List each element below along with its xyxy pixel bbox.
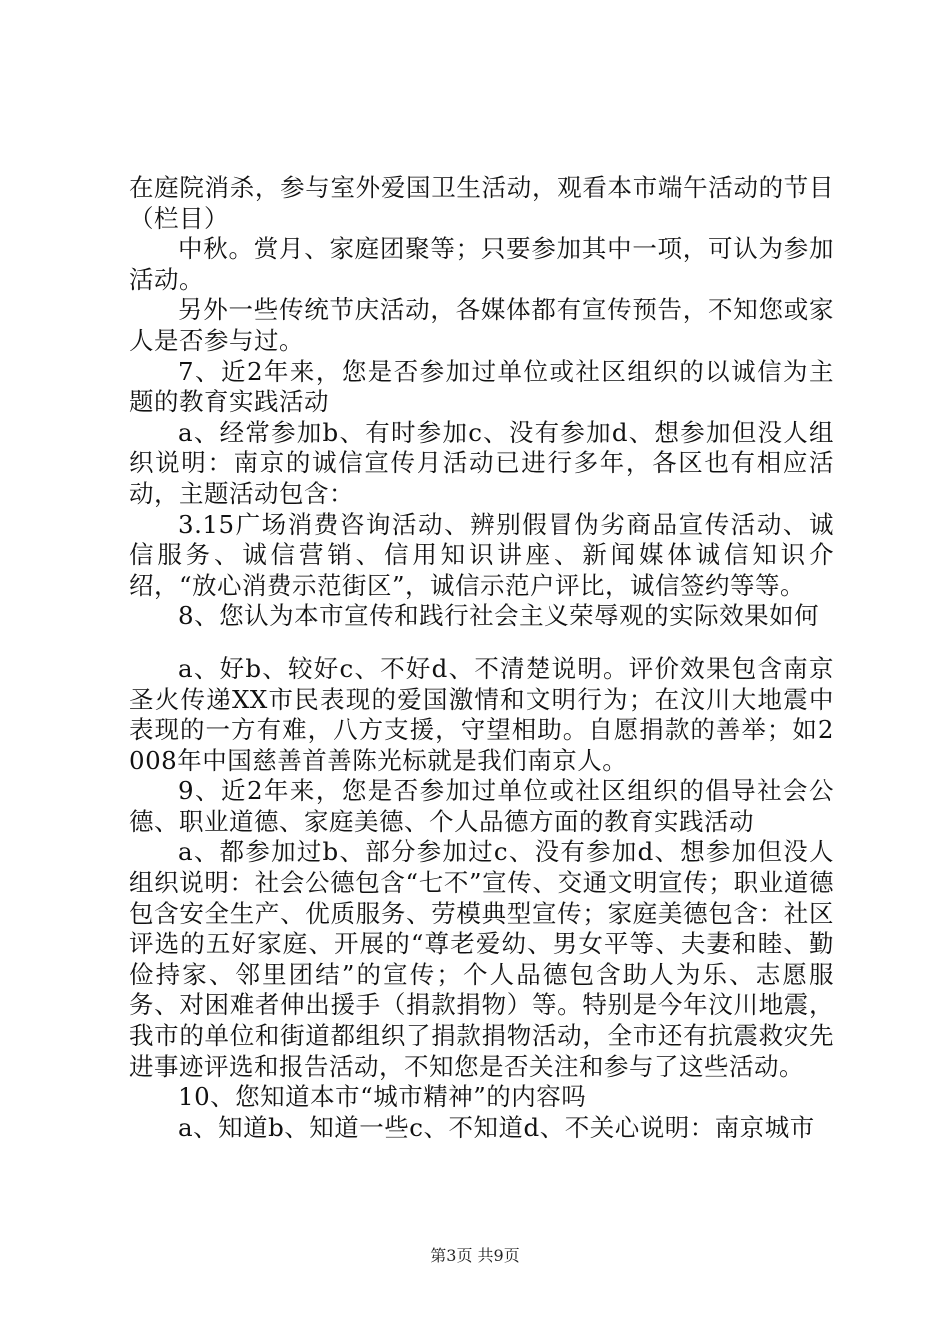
- paragraph-mid-autumn: 中秋。赏月、家庭团聚等；只要参加其中一项，可认为参加活动。: [129, 234, 834, 294]
- question-10: 10、您知道本市“城市精神”的内容吗: [178, 1082, 587, 1112]
- answer-9-options: a、都参加过b、部分参加过c、没有参加d、想参加但没人组织说明：社会公德包含“七不”宣传、交通文明宣传；职业道德包含安全生产、优质服务、劳模典型宣传；家庭美德包含：社区评选的五好家庭、开展的“尊老爱幼、男女平等、夫妻和睦、勤俭持家、邻里团结”的宣传；个人品德包含助人为乐、志愿服务、对困难者伸出援手（捐款捐物）等。特别是今年汶川地震，我市的单位和街道都组织了捐款捐物活动，全市还有抗震救灾先进事迹评选和报告活动，不知您是否关注和参与了这些活动。: [129, 837, 834, 1081]
- question-8: 8、您认为本市宣传和践行社会主义荣辱观的实际效果如何: [178, 601, 820, 631]
- answer-10-options: a、知道b、知道一些c、不知道d、不关心说明：南京城市: [178, 1112, 815, 1142]
- paragraph-continuation: 在庭院消杀，参与室外爱国卫生活动，观看本市端午活动的节目（栏目）: [129, 173, 834, 233]
- page-number-footer: 第3页 共9页: [430, 1246, 520, 1265]
- answer-7-detail: 3.15广场消费咨询活动、辨别假冒伪劣商品宣传活动、诚信服务、诚信营销、信用知识讲座、新闻媒体诚信知识介绍，“放心消费示范街区”，诚信示范户评比，诚信签约等等。: [129, 509, 834, 600]
- question-9: 9、近2年来，您是否参加过单位或社区组织的倡导社会公德、职业道德、家庭美德、个人品德方面的教育实践活动: [129, 776, 834, 836]
- answer-7-options: a、经常参加b、有时参加c、没有参加d、想参加但没人组织说明：南京的诚信宣传月活动已进行多年，各区也有相应活动，主题活动包含：: [129, 417, 834, 508]
- answer-8-options: a、好b、较好c、不好d、不清楚说明。评价效果包含南京圣火传递XX市民表现的爱国激情和文明行为；在汶川大地震中表现的一方有难，八方支援，守望相助。自愿捐款的善举；如2008年中国慈善首善陈光标就是我们南京人。: [129, 653, 834, 775]
- document-body: [129, 173, 834, 1143]
- question-7: 7、近2年来，您是否参加过单位或社区组织的以诚信为主题的教育实践活动: [129, 356, 834, 417]
- paragraph-other-festivals: 另外一些传统节庆活动，各媒体都有宣传预告，不知您或家人是否参与过。: [129, 295, 834, 355]
- paragraph-spacer: [129, 632, 834, 654]
